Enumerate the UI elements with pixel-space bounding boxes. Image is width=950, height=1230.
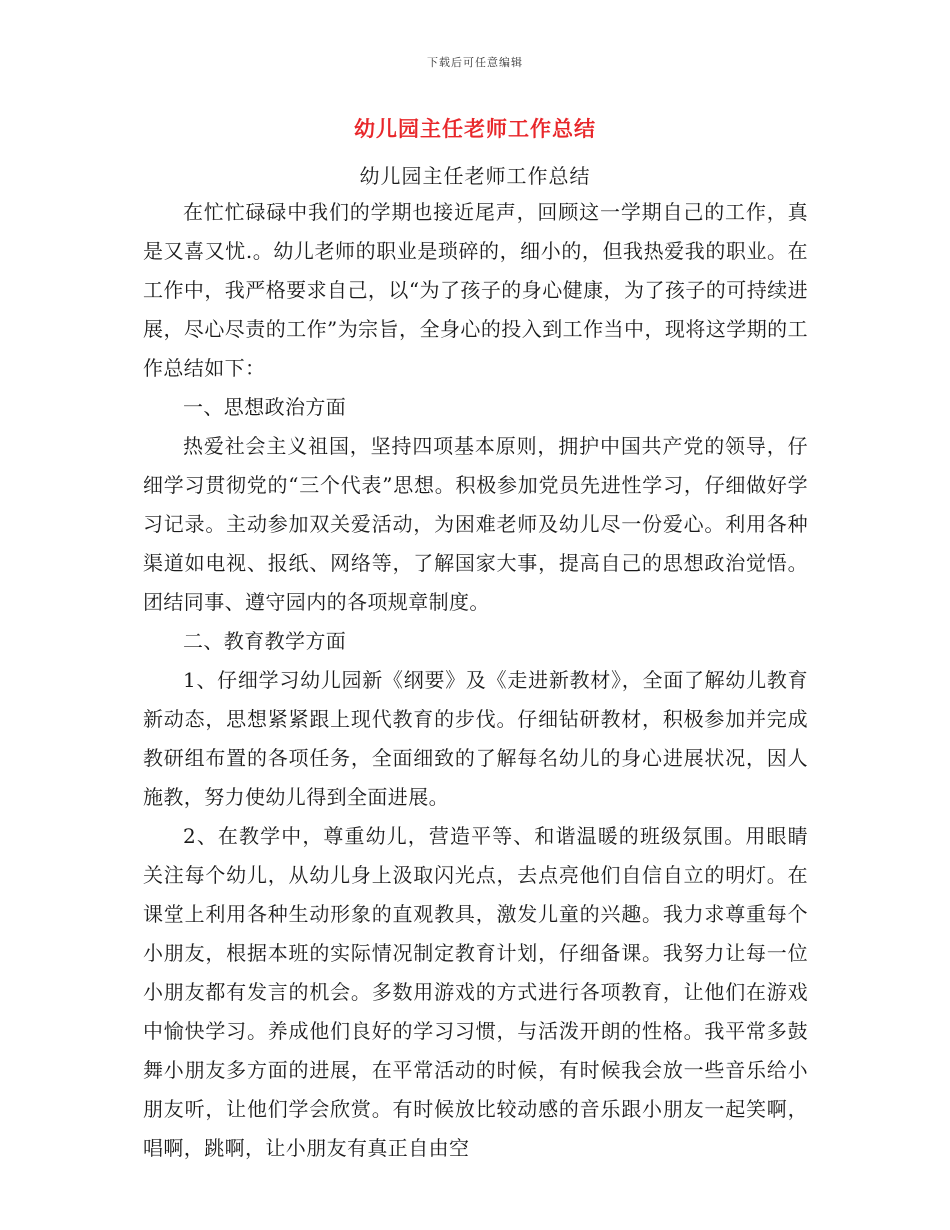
document-body [143,193,808,1168]
document-subtitle: 幼儿园主任老师工作总结 [359,164,591,188]
paragraph-teaching-1: 1、仔细学习幼儿园新《纲要》及《走进新教材》，全面了解幼儿教育新动态，思想紧紧跟上现代教育的步伐。仔细钻研教材，积极参加并完成教研组布置的各项任务，全面细致的了解每名幼儿的身心进展状况，因人施教，努力使幼儿得到全面进展。 [143,668,808,809]
paragraph-political: 热爱社会主义祖国，坚持四项基本原则，拥护中国共产党的领导，仔细学习贯彻党的“三个代表”思想。积极参加党员先进性学习，仔细做好学习记录。主动参加双关爱活动，为困难老师及幼儿尽一份爱心。利用各种渠道如电视、报纸、网络等，了解国家大事，提高自己的思想政治觉悟。团结同事、遵守园内的各项规章制度。 [143,434,808,614]
header-note: 下载后可任意编辑 [427,56,523,69]
section-heading-political: 一、思想政治方面 [183,395,347,419]
paragraph-intro: 在忙忙碌碌中我们的学期也接近尾声，回顾这一学期自己的工作，真是又喜又忧.。幼儿老师的职业是琐碎的，细小的，但我热爱我的职业。在工作中，我严格要求自己，以“为了孩子的身心健康，为了孩子的可持续进展，尽心尽责的工作”为宗旨，全身心的投入到工作当中，现将这学期的工作总结如下： [143,200,808,380]
document-title: 幼儿园主任老师工作总结 [354,116,596,141]
section-heading-teaching: 二、教育教学方面 [183,629,347,653]
paragraph-teaching-2: 2、在教学中，尊重幼儿，营造平等、和谐温暖的班级氛围。用眼睛关注每个幼儿，从幼儿身上汲取闪光点，去点亮他们自信自立的明灯。在课堂上利用各种生动形象的直观教具，激发儿童的兴趣。我力求尊重每个小朋友，根据本班的实际情况制定教育计划，仔细备课。我努力让每一位小朋友都有发言的机会。多数用游戏的方式进行各项教育，让他们在游戏中愉快学习。养成他们良好的学习习惯，与活泼开朗的性格。我平常多鼓舞小朋友多方面的进展，在平常活动的时候，有时候我会放一些音乐给小朋友听，让他们学会欣赏。有时候放比较动感的音乐跟小朋友一起笑啊，唱啊，跳啊，让小朋友有真正自由空 [143,824,808,1160]
